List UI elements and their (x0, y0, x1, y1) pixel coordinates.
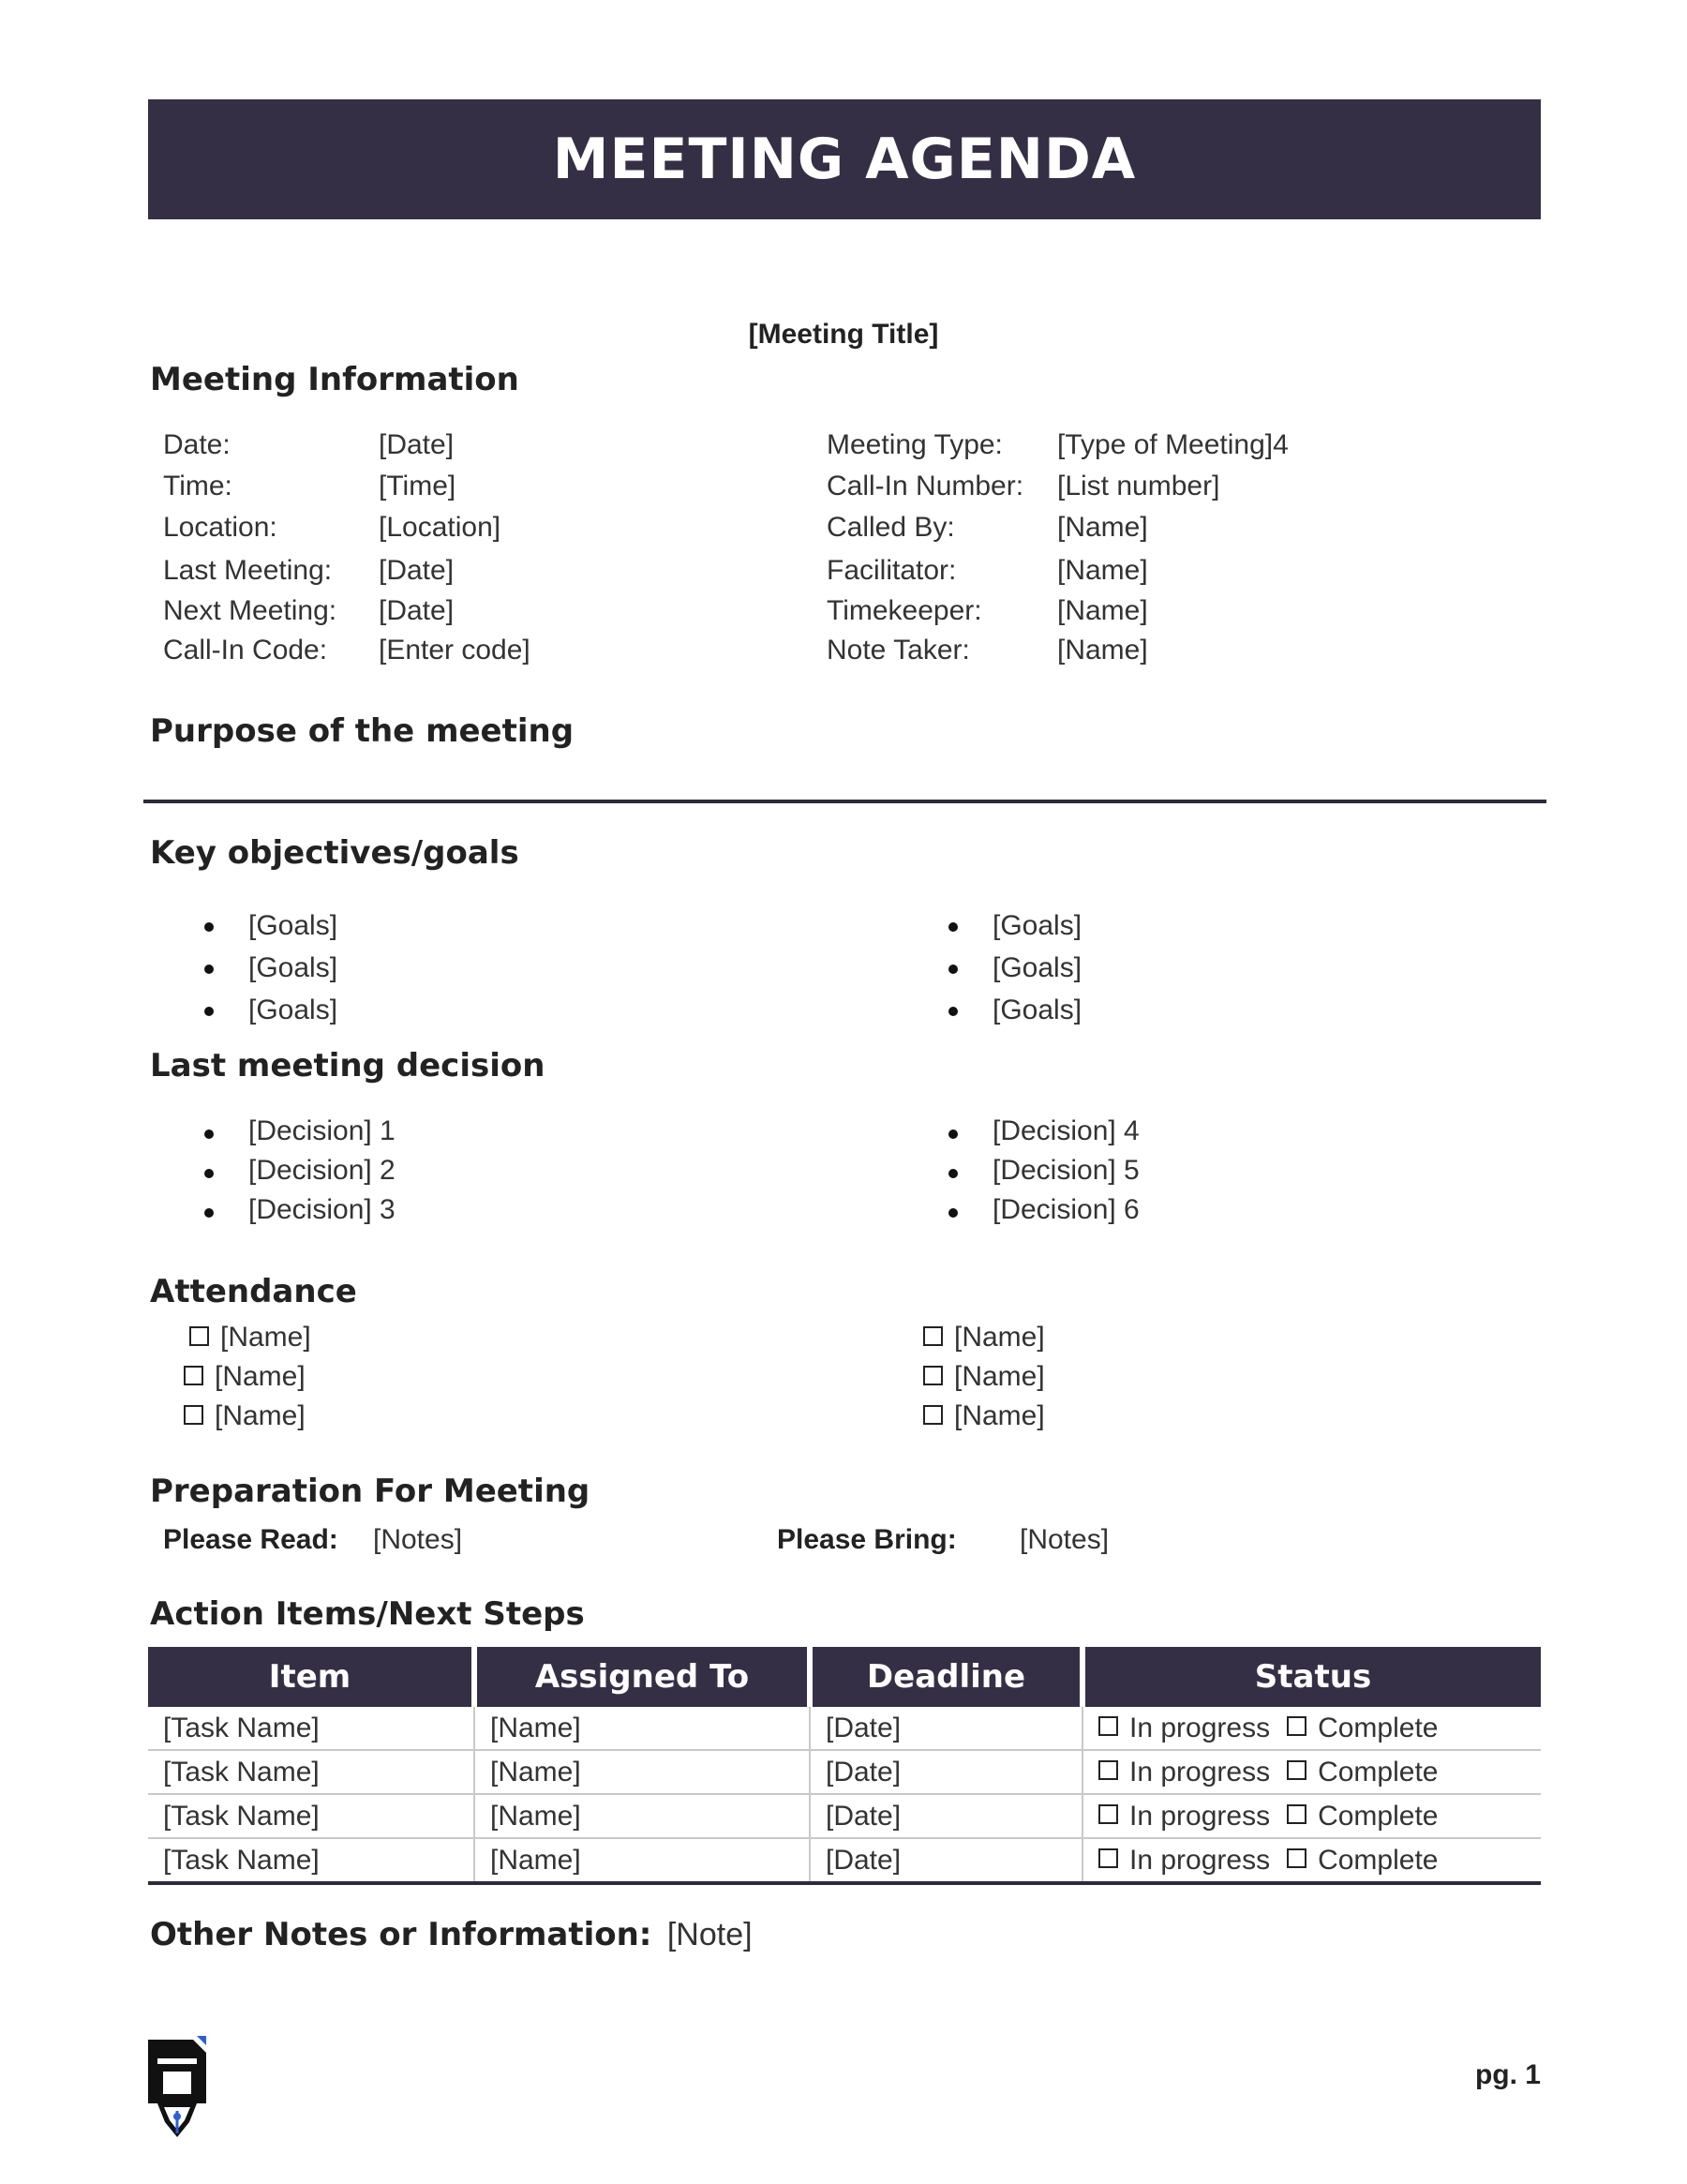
in-progress-label: In progress (1129, 1756, 1271, 1788)
checkbox[interactable] (923, 1326, 943, 1346)
in-progress-checkbox[interactable] (1098, 1804, 1118, 1824)
table-row (148, 1794, 1541, 1838)
info-value: [Name] (1057, 512, 1148, 543)
info-value: [Time] (379, 471, 456, 501)
info-value: [Name] (1057, 555, 1148, 586)
list-item: [Goals] (248, 947, 337, 989)
deadline-cell: [Date] (810, 1838, 1082, 1883)
in-progress-label: In progress (1129, 1800, 1271, 1832)
please-bring-value: [Notes] (1020, 1524, 1110, 1555)
other-notes (150, 1916, 753, 1953)
decisions-list-right (993, 1112, 1140, 1230)
attendee (923, 1318, 1045, 1357)
table-row (148, 1707, 1541, 1750)
document-title: MEETING AGENDA (552, 127, 1137, 192)
info-label: Note Taker: (827, 635, 970, 666)
complete-label: Complete (1318, 1844, 1439, 1876)
attendance-left (189, 1318, 311, 1436)
in-progress-checkbox[interactable] (1098, 1848, 1118, 1868)
please-bring-label: Please Bring: (777, 1524, 957, 1555)
info-value: [List number] (1057, 471, 1220, 501)
checkbox[interactable] (189, 1326, 209, 1346)
objectives-list-left (248, 905, 337, 1031)
table-row (148, 1838, 1541, 1883)
assigned-cell: [Name] (474, 1794, 810, 1838)
pen-nib-logo-icon (148, 2036, 208, 2139)
assigned-cell: [Name] (474, 1707, 810, 1750)
complete-checkbox[interactable] (1287, 1760, 1306, 1780)
info-value: [Name] (1057, 595, 1148, 626)
table-row (148, 1750, 1541, 1794)
list-item: [Decision] 6 (993, 1190, 1140, 1230)
list-item: [Decision] 4 (993, 1112, 1140, 1151)
info-label: Call-In Number: (827, 471, 1024, 501)
actions-heading: Action Items/Next Steps (150, 1595, 585, 1633)
please-read-label: Please Read: (163, 1524, 338, 1555)
objectives-list-right (993, 905, 1082, 1031)
checkbox[interactable] (923, 1366, 943, 1385)
page-number: pg. 1 (1474, 2059, 1541, 2090)
checkbox[interactable] (184, 1405, 203, 1425)
status-cell (1082, 1794, 1541, 1838)
section-divider (143, 800, 1546, 803)
attendee (189, 1318, 311, 1357)
info-value: [Type of Meeting]4 (1057, 429, 1289, 460)
attendee-name: [Name] (215, 1400, 306, 1431)
complete-label: Complete (1318, 1756, 1439, 1788)
info-value: [Name] (1057, 635, 1148, 666)
info-value: [Date] (379, 595, 455, 626)
attendee-name: [Name] (954, 1361, 1045, 1392)
attendance-right (923, 1318, 1045, 1436)
deadline-cell: [Date] (810, 1707, 1082, 1750)
preparation-heading: Preparation For Meeting (150, 1473, 590, 1510)
attendee-name: [Name] (954, 1400, 1045, 1431)
checkbox[interactable] (923, 1405, 943, 1425)
info-value: [Enter code] (379, 635, 530, 666)
meeting-info-left (163, 429, 632, 682)
meeting-title: [Meeting Title] (748, 319, 939, 350)
info-label: Timekeeper: (827, 595, 982, 626)
info-label: Facilitator: (827, 555, 957, 586)
info-value: [Date] (379, 429, 455, 460)
meeting-info-right (827, 429, 1483, 682)
in-progress-checkbox[interactable] (1098, 1760, 1118, 1780)
column-header-item: Item (148, 1647, 474, 1707)
info-value: [Date] (379, 555, 455, 586)
task-cell: [Task Name] (148, 1750, 474, 1794)
info-label: Time: (163, 471, 232, 501)
checkbox[interactable] (184, 1366, 203, 1385)
in-progress-checkbox[interactable] (1098, 1716, 1118, 1736)
list-item: [Goals] (993, 947, 1082, 989)
list-item: [Decision] 1 (248, 1112, 396, 1151)
attendee (923, 1397, 1045, 1436)
info-label: Next Meeting: (163, 595, 337, 626)
attendee-name: [Name] (954, 1322, 1045, 1353)
complete-label: Complete (1318, 1800, 1439, 1832)
column-header-deadline: Deadline (810, 1647, 1082, 1707)
info-label: Date: (163, 429, 231, 460)
in-progress-label: In progress (1129, 1712, 1271, 1743)
list-item: [Decision] 3 (248, 1190, 396, 1230)
attendee-name: [Name] (220, 1322, 311, 1353)
info-value: [Location] (379, 512, 501, 543)
header-banner (148, 99, 1541, 219)
other-notes-value: [Note] (666, 1917, 753, 1952)
column-header-assigned: Assigned To (474, 1647, 810, 1707)
complete-checkbox[interactable] (1287, 1848, 1306, 1868)
list-item: [Decision] 5 (993, 1151, 1140, 1190)
deadline-cell: [Date] (810, 1750, 1082, 1794)
list-item: [Goals] (248, 989, 337, 1031)
objectives-heading: Key objectives/goals (150, 834, 519, 872)
assigned-cell: [Name] (474, 1750, 810, 1794)
decisions-list-left (248, 1112, 396, 1230)
task-cell: [Task Name] (148, 1838, 474, 1883)
decisions-heading: Last meeting decision (150, 1047, 545, 1085)
please-read-value: [Notes] (373, 1524, 463, 1555)
attendance-heading: Attendance (150, 1273, 357, 1310)
status-cell (1082, 1838, 1541, 1883)
complete-label: Complete (1318, 1712, 1439, 1743)
attendee (184, 1357, 311, 1397)
action-items-table (148, 1647, 1541, 1885)
info-label: Call-In Code: (163, 635, 328, 666)
list-item: [Goals] (993, 989, 1082, 1031)
complete-checkbox[interactable] (1287, 1804, 1306, 1824)
purpose-heading: Purpose of the meeting (150, 712, 575, 750)
column-header-status: Status (1082, 1647, 1541, 1707)
task-cell: [Task Name] (163, 1712, 320, 1743)
attendee (923, 1357, 1045, 1397)
other-notes-label: Other Notes or Information: (150, 1916, 652, 1953)
status-cell (1082, 1707, 1541, 1750)
list-item: [Goals] (993, 905, 1082, 947)
meeting-information-heading: Meeting Information (150, 361, 519, 398)
list-item: [Decision] 2 (248, 1151, 396, 1190)
deadline-cell: [Date] (810, 1794, 1082, 1838)
attendee-name: [Name] (215, 1361, 306, 1392)
task-cell: [Task Name] (148, 1794, 474, 1838)
info-label: Meeting Type: (827, 429, 1003, 460)
info-label: Location: (163, 512, 277, 543)
attendee (184, 1397, 311, 1436)
info-label: Called By: (827, 512, 955, 543)
assigned-cell: [Name] (474, 1838, 810, 1883)
complete-checkbox[interactable] (1287, 1716, 1306, 1736)
in-progress-label: In progress (1129, 1844, 1271, 1876)
list-item: [Goals] (248, 905, 337, 947)
status-cell (1082, 1750, 1541, 1794)
info-label: Last Meeting: (163, 555, 333, 586)
